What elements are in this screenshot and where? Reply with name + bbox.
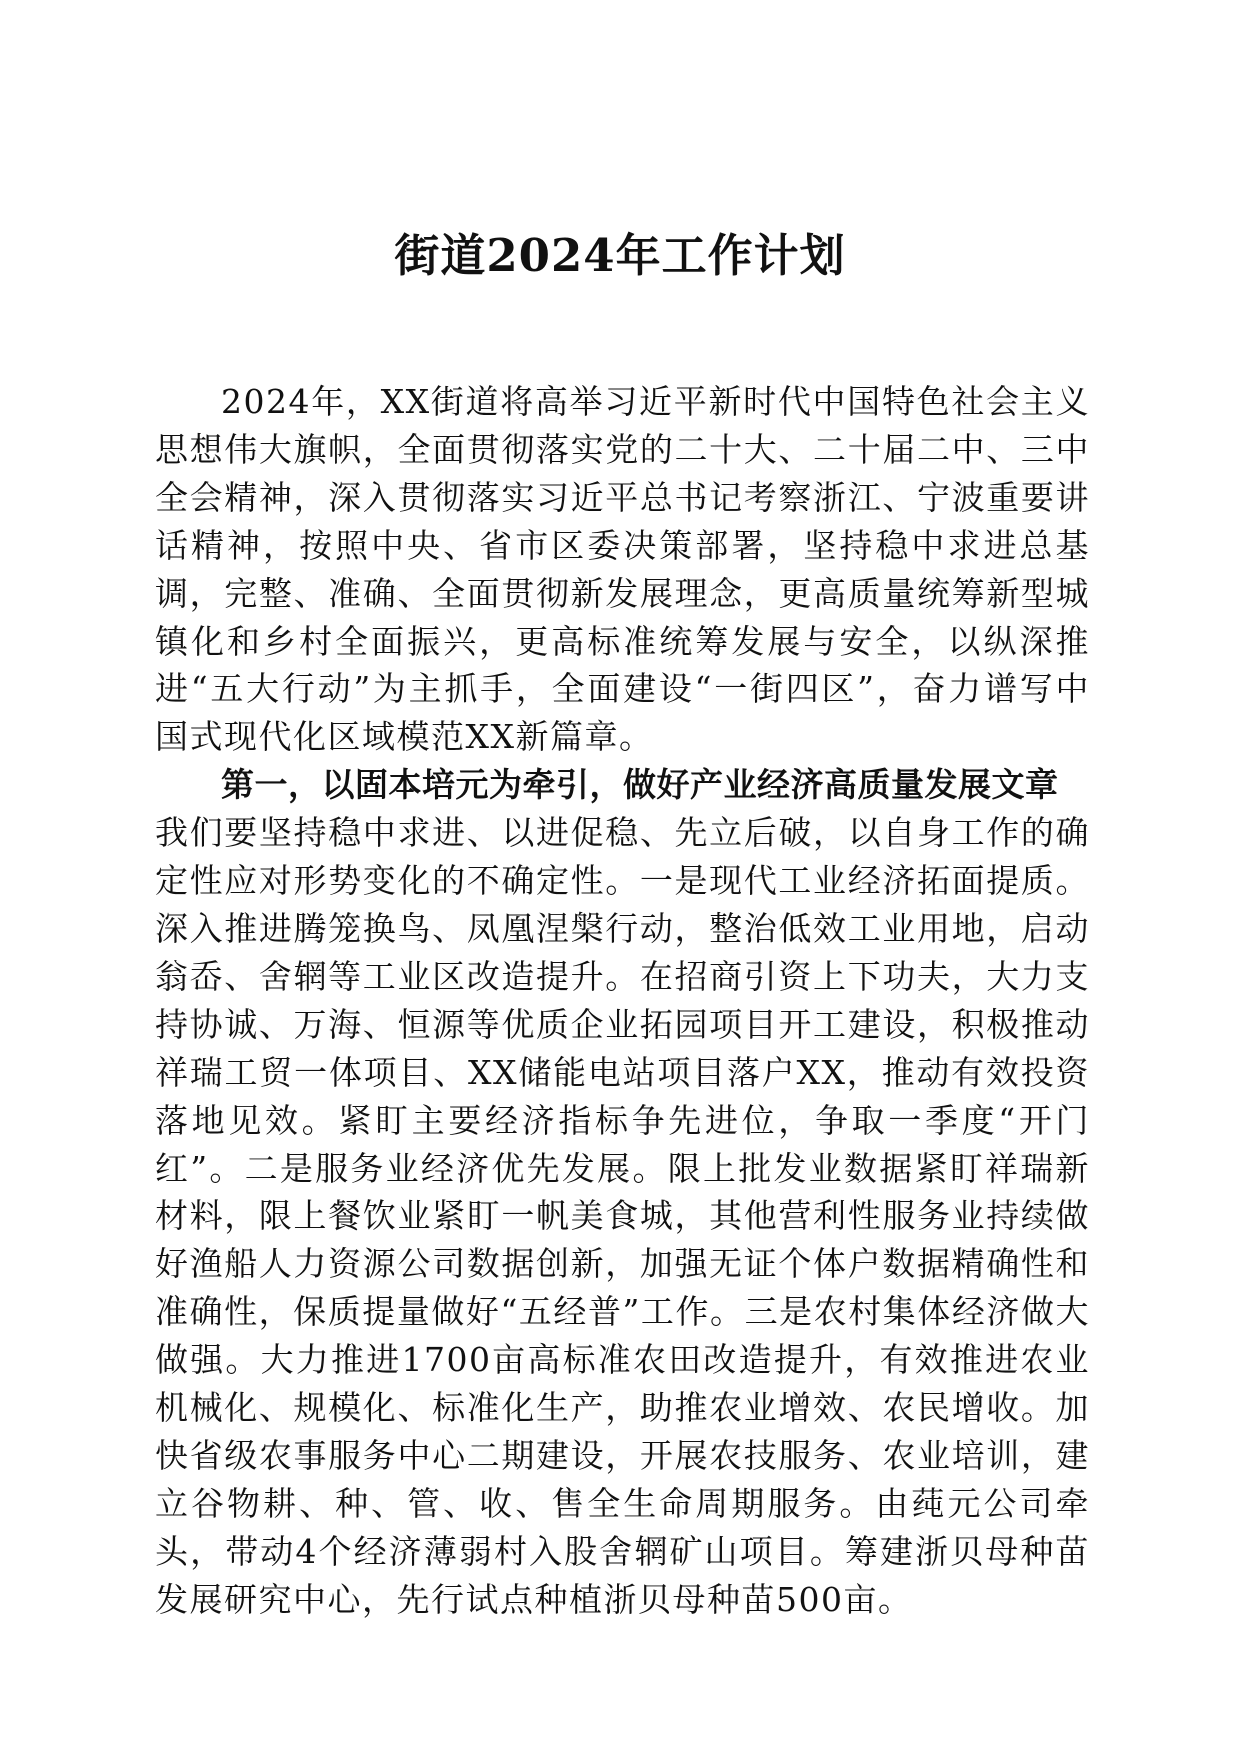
section-heading-1: 第一，以固本培元为牵引，做好产业经济高质量发展文章 [221,765,1059,805]
document-title: 街道2024年工作计划 [394,229,846,282]
document-body [155,378,1090,1624]
section-body-1: 我们要坚持稳中求进、以进促稳、先立后破，以自身工作的确定性应对形势变化的不确定性。一是现代工业经济拓面提质。深入推进腾笼换鸟、凤凰涅槃行动，整治低效工业用地，启动翁岙、舍辋等工业区改造提升。在招商引资上下功夫，大力支持协诚、万海、恒源等优质企业拓园项目开工建设，积极推动祥瑞工贸一体项目、XX储能电站项目落户XX，推动有效投资落地见效。紧盯主要经济指标争先进位，争取一季度“开门红”。二是服务业经济优先发展。限上批发业数据紧盯祥瑞新材料，限上餐饮业紧盯一帆美食城，其他营利性服务业持续做好渔船人力资源公司数据创新，加强无证个体户数据精确性和准确性，保质提量做好“五经普”工作。三是农村集体经济做大做强。大力推进1700亩高标准农田改造提升，有效推进农业机械化、规模化、标准化生产，助推农业增效、农民增收。加快省级农事服务中心二期建设，开展农技服务、农业培训，建立谷物耕、种、管、收、售全生命周期服务。由莼元公司牵头，带动4个经济薄弱村入股舍辋矿山项目。筹建浙贝母种苗发展研究中心，先行试点种植浙贝母种苗500亩。 [155,813,1090,1619]
intro-paragraph: 2024年，XX街道将高举习近平新时代中国特色社会主义思想伟大旗帜，全面贯彻落实党的二十大、二十届二中、三中全会精神，深入贯彻落实习近平总书记考察浙江、宁波重要讲话精神，按照中央、省市区委决策部署，坚持稳中求进总基调，完整、准确、全面贯彻新发展理念，更高质量统筹新型城镇化和乡村全面振兴，更高标准统筹发展与安全，以纵深推进“五大行动”为主抓手，全面建设“一街四区”，奋力谱写中国式现代化区域模范XX新篇章。 [155,382,1090,757]
